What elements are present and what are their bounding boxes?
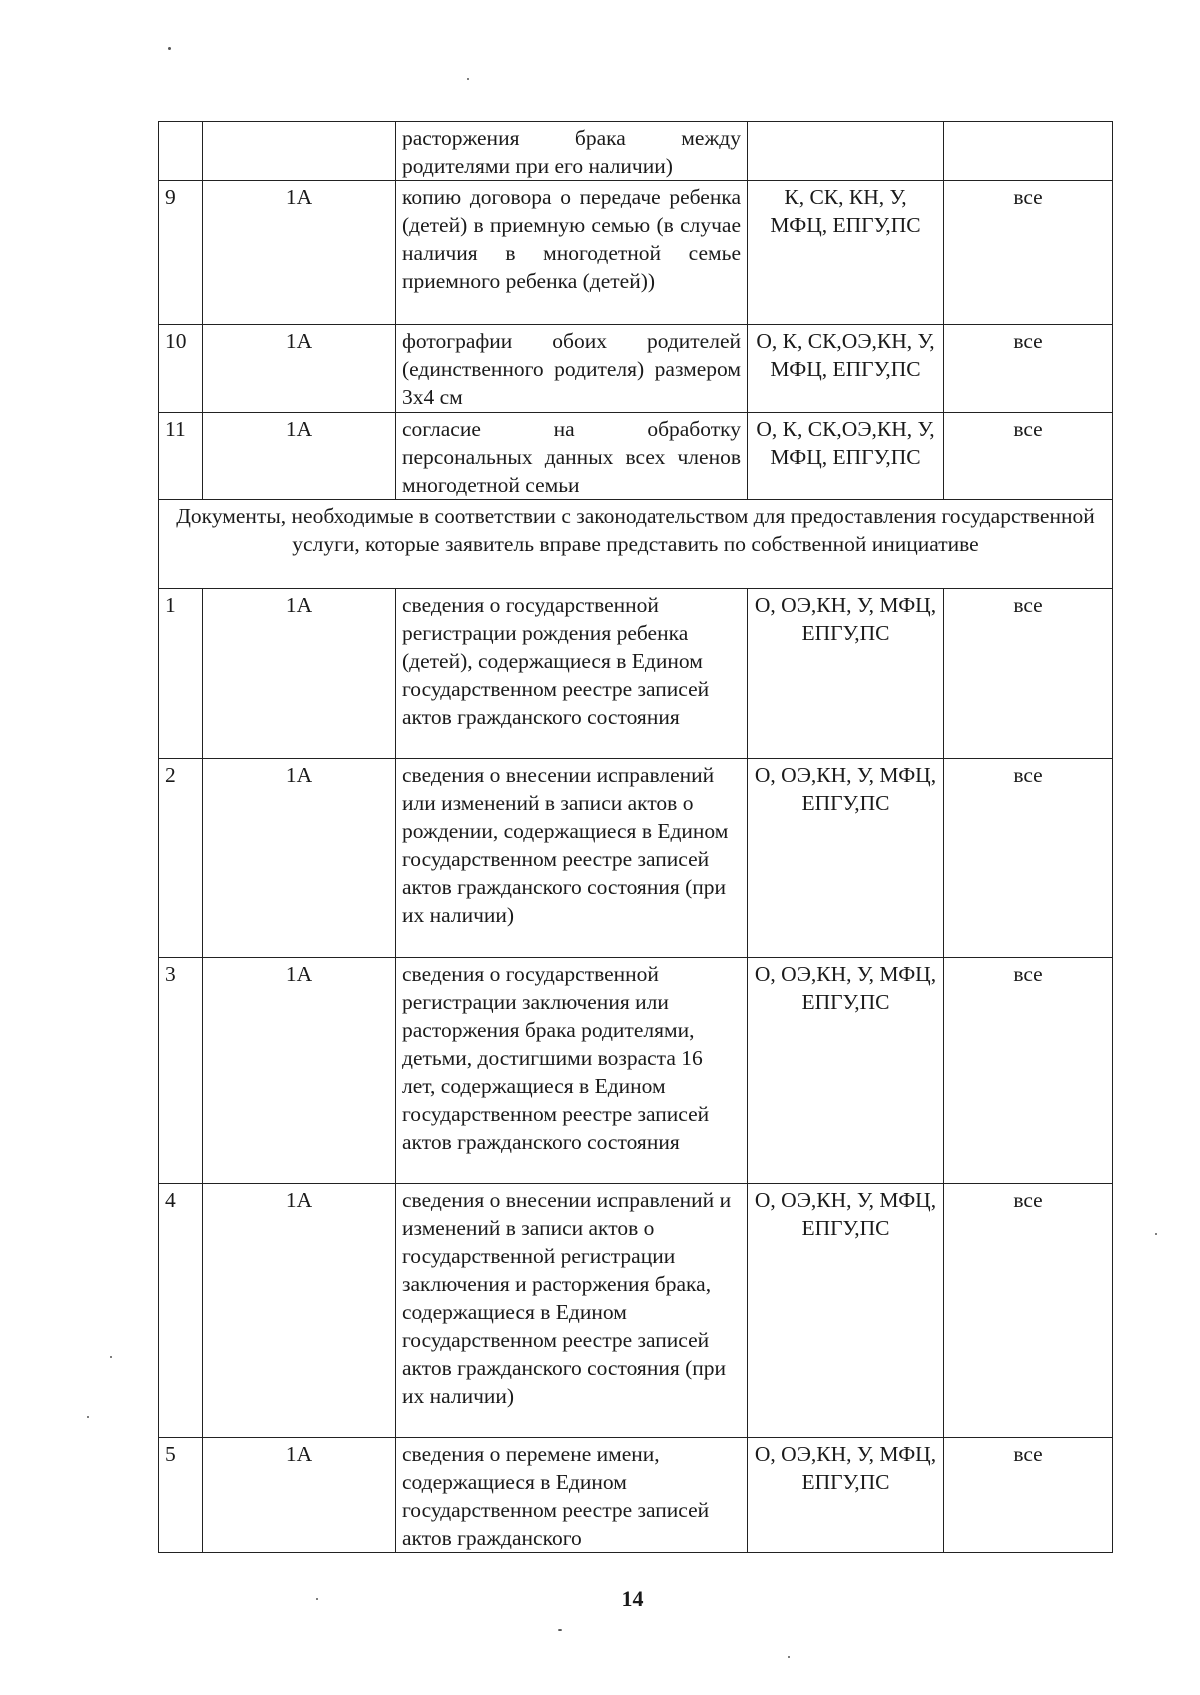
- row-source: О, К, СК,ОЭ,КН, У, МФЦ, ЕПГУ,ПС: [748, 325, 944, 413]
- scan-speck: [110, 1356, 112, 1358]
- section-heading: Документы, необходимые в соответствии с законодательством для предоставления государственной услуги, которые заявитель вправе представить по собственной инициативе: [159, 500, 1113, 589]
- row-applicants: все: [944, 181, 1113, 325]
- table-row: [159, 1438, 1113, 1553]
- row-code: 1А: [203, 325, 396, 413]
- table-row: [159, 122, 1113, 181]
- row-code: 1А: [203, 589, 396, 759]
- row-code: [203, 122, 396, 181]
- row-document: сведения о перемене имени, содержащиеся в Едином государственном реестре записей актов гражданского: [396, 1438, 748, 1553]
- row-applicants: все: [944, 589, 1113, 759]
- row-code: 1А: [203, 413, 396, 500]
- section-heading-row: [159, 500, 1113, 589]
- row-source: [748, 122, 944, 181]
- row-code: 1А: [203, 181, 396, 325]
- row-source: О, К, СК,ОЭ,КН, У, МФЦ, ЕПГУ,ПС: [748, 413, 944, 500]
- row-applicants: все: [944, 958, 1113, 1184]
- row-number: 2: [159, 759, 203, 958]
- row-applicants: все: [944, 1438, 1113, 1553]
- row-number: 10: [159, 325, 203, 413]
- table-row: [159, 759, 1113, 958]
- row-source: К, СК, КН, У, МФЦ, ЕПГУ,ПС: [748, 181, 944, 325]
- table-row: [159, 1184, 1113, 1438]
- row-document: фотографии обоих родителей (единственного родителя) размером 3х4 см: [396, 325, 748, 413]
- row-number: 1: [159, 589, 203, 759]
- row-source: О, ОЭ,КН, У, МФЦ, ЕПГУ,ПС: [748, 1184, 944, 1438]
- row-number: 9: [159, 181, 203, 325]
- table-row: [159, 413, 1113, 500]
- row-number: 11: [159, 413, 203, 500]
- scan-speck: [1155, 1233, 1157, 1235]
- row-number: 5: [159, 1438, 203, 1553]
- row-number: 4: [159, 1184, 203, 1438]
- row-document: сведения о государственной регистрации заключения или расторжения брака родителями, детьми, достигшими возраста 16 лет, содержащиеся в Едином государственном реестре записей актов гражданского состояния: [396, 958, 748, 1184]
- row-document: расторжения брака между родителями при его наличии): [396, 122, 748, 181]
- scan-speck: [316, 1598, 318, 1600]
- scan-speck: [788, 1656, 790, 1658]
- row-source: О, ОЭ,КН, У, МФЦ, ЕПГУ,ПС: [748, 958, 944, 1184]
- table-row: [159, 958, 1113, 1184]
- row-source: О, ОЭ,КН, У, МФЦ, ЕПГУ,ПС: [748, 759, 944, 958]
- row-applicants: все: [944, 413, 1113, 500]
- row-source: О, ОЭ,КН, У, МФЦ, ЕПГУ,ПС: [748, 1438, 944, 1553]
- row-number: [159, 122, 203, 181]
- row-source: О, ОЭ,КН, У, МФЦ, ЕПГУ,ПС: [748, 589, 944, 759]
- row-applicants: все: [944, 325, 1113, 413]
- page-number: 14: [621, 1586, 644, 1611]
- scan-speck: [558, 1629, 562, 1631]
- row-code: 1А: [203, 958, 396, 1184]
- row-applicants: [944, 122, 1113, 181]
- row-applicants: все: [944, 1184, 1113, 1438]
- row-document: сведения о внесении исправлений и изменений в записи актов о государственной регистрации заключения и расторжения брака, содержащиеся в Едином государственном реестре записей актов гражданского состояния (при их наличии): [396, 1184, 748, 1438]
- row-applicants: все: [944, 759, 1113, 958]
- row-number: 3: [159, 958, 203, 1184]
- scan-speck: [87, 1416, 89, 1418]
- row-document: копию договора о передаче ребенка (детей) в приемную семью (в случае наличия в многодетной семье приемного ребенка (детей)): [396, 181, 748, 325]
- table-row: [159, 589, 1113, 759]
- documents-table: [158, 121, 1113, 1553]
- table-row: [159, 181, 1113, 325]
- row-document: сведения о внесении исправлений или изменений в записи актов о рождении, содержащиеся в Едином государственном реестре записей актов гражданского состояния (при их наличии): [396, 759, 748, 958]
- row-code: 1А: [203, 1438, 396, 1553]
- row-document: согласие на обработку персональных данных всех членов многодетной семьи: [396, 413, 748, 500]
- scan-speck: [467, 78, 469, 80]
- table-row: [159, 325, 1113, 413]
- row-code: 1А: [203, 1184, 396, 1438]
- row-code: 1А: [203, 759, 396, 958]
- scan-speck: [168, 47, 171, 50]
- row-document: сведения о государственной регистрации рождения ребенка (детей), содержащиеся в Едином государственном реестре записей актов гражданского состояния: [396, 589, 748, 759]
